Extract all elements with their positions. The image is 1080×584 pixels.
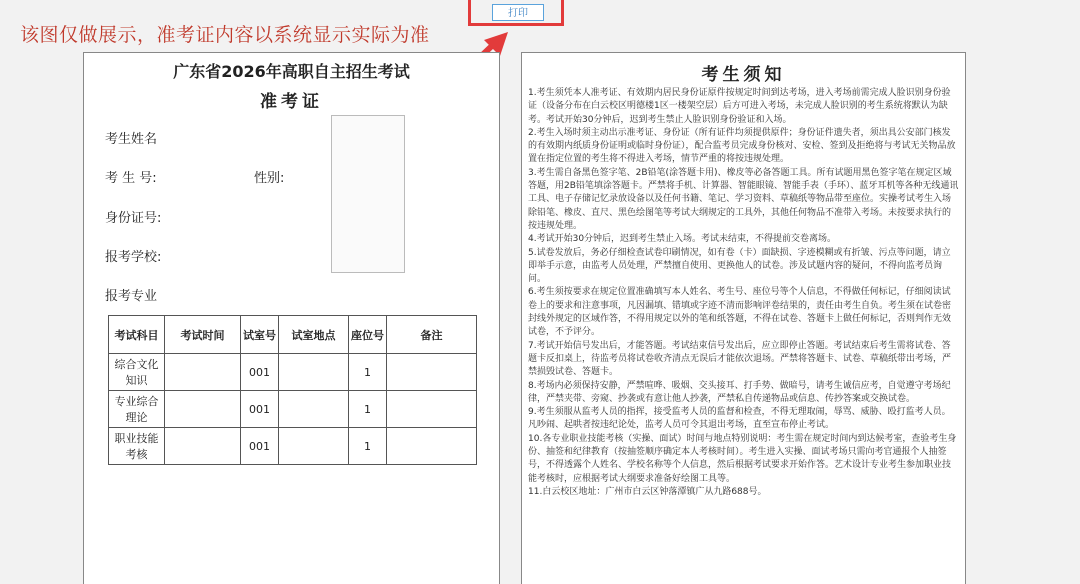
notice-item: 7.考试开始信号发出后，才能答题。考试结束信号发出后，应立即停止答题。考试结束后考生需将试卷、答题卡反扣桌上，待监考员将试卷收齐清点无误后才能依次退场。严禁将答题卡、试卷、草稿纸带出考场，严禁损毁试卷、答题卡。 <box>528 340 952 378</box>
table-header: 座位号 <box>349 316 387 354</box>
field-exam-no: 考 生 号: <box>105 171 157 186</box>
table-header: 考试科目 <box>109 316 165 354</box>
room-cell: 001 <box>241 391 279 428</box>
notice-item: 1.考生须凭本人准考证、有效期内居民身份证原件按规定时间到达考场，进入考场前需完成人脸识别身份验证（设备分布在白云校区明德楼1区一楼架空层）后方可进入考场，未完成人脸识别的考生系统将默认为缺考。考试开始30分钟后，迟到考生禁止人脸识别身份验证和入场。 <box>528 88 951 125</box>
location-cell <box>279 428 349 465</box>
table-header: 试室地点 <box>279 316 349 354</box>
table-row <box>109 428 477 465</box>
location-cell <box>279 354 349 391</box>
notice-item: 6.考生须按要求在规定位置准确填写本人姓名、考生号、座位号等个人信息，不得做任何标记，仔细阅读试卷上的要求和注意事项，凡因漏填、错填或字迹不清而影响评卷结果的，责任由考生自负。考生须在试卷密封线外规定的区域作答，不得用规定以外的笔和纸答题，不得在试卷、答题卡上做任何标记，否则判作无效试卷，不予评分。 <box>528 287 952 338</box>
notice-title: 考生须知 <box>701 65 786 85</box>
room-cell: 001 <box>241 354 279 391</box>
remark-cell <box>387 428 477 465</box>
remark-cell <box>387 354 477 391</box>
table-header: 备注 <box>387 316 477 354</box>
location-cell <box>279 391 349 428</box>
remark-cell <box>387 391 477 428</box>
notice-item: 10.各专业职业技能考核（实操、面试）时间与地点特别说明：考生需在规定时间内到达候考室，查验考生身份、抽签和纪律教育（按抽签顺序确定本人考核时间）。考生进入实操、面试考场只需向考官通报个人抽签号，不得透露个人姓名、学校名称等个人信息，然后根据考试要求开始作答。艺术设计专业考生参加职业技能考核时，应根据考试大纲要求准备好绘图工具等。 <box>528 433 957 484</box>
table-header-row <box>109 316 477 354</box>
subject-cell: 职业技能考核 <box>109 428 165 465</box>
field-school: 报考学校: <box>105 250 162 265</box>
admission-ticket <box>83 52 500 584</box>
exam-schedule-table <box>108 315 477 465</box>
field-name: 考生姓名 <box>105 132 158 147</box>
field-major: 报考专业 <box>105 289 158 304</box>
field-id-no: 身份证号: <box>105 211 162 226</box>
ticket-title: 准考证 <box>260 92 323 112</box>
photo-placeholder <box>331 115 405 273</box>
table-header: 试室号 <box>241 316 279 354</box>
notice-item: 11.白云校区地址：广州市白云区钟落潭镇广从九路688号。 <box>528 486 767 497</box>
notice-item: 4.考试开始30分钟后，迟到考生禁止入场。考试未结束，不得提前交卷离场。 <box>528 234 837 245</box>
exam-title: 广东省2026年高职自主招生考试 <box>173 62 410 81</box>
time-cell <box>165 391 241 428</box>
notice-item: 3.考生需自备黑色签字笔、2B铅笔(涂答题卡用)、橡皮等必备答题工具。所有试题用黑色签字笔在规定区域答题，用2B铅笔填涂答题卡。严禁将手机、计算器、智能眼镜、智能手表（手环）、蓝牙耳机等各种无线通讯工具、电子存储记忆录放设备以及任何书籍、笔记、学习资料、草稿纸等物品带至座位。实操考试考生入场除铅笔、橡皮、直尺、黑色绘图笔等考试大纲规定的工具外，其他任何物品不准带入考场。未按要求执行的按违规处理。 <box>528 167 959 231</box>
field-gender: 性别: <box>254 171 285 186</box>
notice-item: 2.考生入场时须主动出示准考证、身份证（所有证件均须提供原件；身份证件遗失者，须出具公安部门核发的有效期内纸质身份证明或临时身份证），配合监考员完成身份核对、安检、签到及拒绝将与考试无关物品放置在指定位置的考生将不得进入考场，情节严重的将按违规处理。 <box>528 127 956 165</box>
seat-cell: 1 <box>349 428 387 465</box>
notice-item: 9.考生须服从监考人员的指挥，接受监考人员的监督和检查，不得无理取闹，辱骂、威胁、殴打监考人员。凡吵闹、起哄者按违纪论处，监考人员可令其退出考场，直至宣布停止考试。 <box>528 407 951 431</box>
seat-cell: 1 <box>349 354 387 391</box>
table-row <box>109 391 477 428</box>
notice-body <box>528 87 959 499</box>
seat-cell: 1 <box>349 391 387 428</box>
subject-cell: 专业综合理论 <box>109 391 165 428</box>
table-row <box>109 354 477 391</box>
notice-item: 5.试卷发放后，务必仔细检查试卷印刷情况，如有卷（卡）面缺损、字迹模糊或有折皱、污点等问题，请立即举手示意，由监考人员处理，严禁擅自使用、更换他人的试卷。涉及试题内容的疑问，不得向监考员询问。 <box>528 247 951 285</box>
exam-notice-panel <box>521 52 966 584</box>
table-header: 考试时间 <box>165 316 241 354</box>
disclaimer-note: 该图仅做展示，准考证内容以系统显示实际为准 <box>20 24 430 46</box>
subject-cell: 综合文化知识 <box>109 354 165 391</box>
room-cell: 001 <box>241 428 279 465</box>
notice-item: 8.考场内必须保持安静，严禁喧哗、吸烟、交头接耳、打手势、做暗号，请考生诚信应考，自觉遵守考场纪律，严禁夹带、旁窥、抄袭或有意让他人抄袭，严禁私自传递物品或信息、传抄答案或交换试卷。 <box>528 380 951 404</box>
print-button[interactable]: 打印 <box>492 4 544 21</box>
time-cell <box>165 428 241 465</box>
time-cell <box>165 354 241 391</box>
